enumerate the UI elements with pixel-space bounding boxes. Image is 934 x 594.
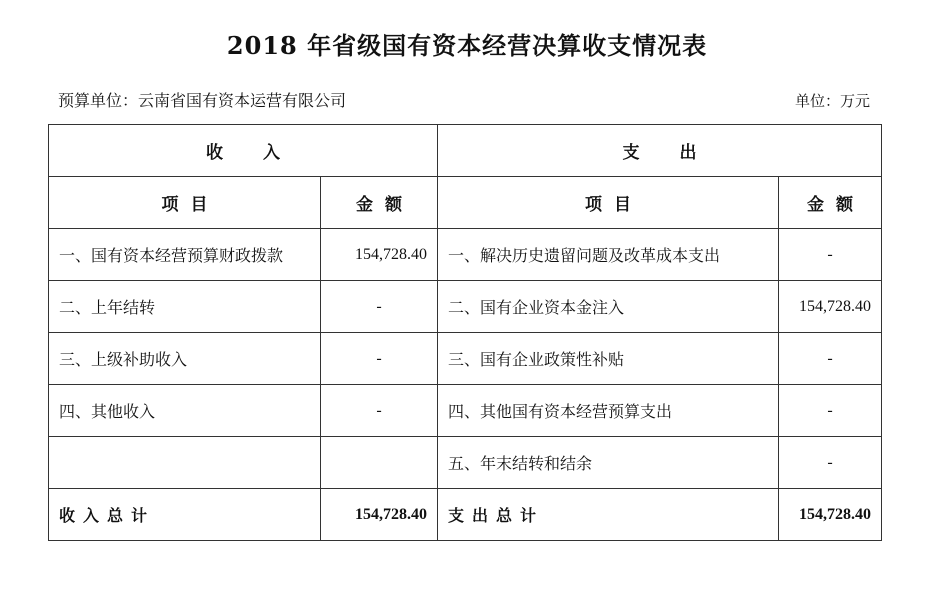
expense-amount: - [779,437,882,489]
table-row [49,281,882,333]
table-row [49,333,882,385]
budget-table [48,124,882,541]
income-amount: 154,728.40 [321,229,438,281]
column-header-row [49,177,882,229]
expense-item-header: 项目 [438,177,779,229]
total-row [49,489,882,541]
income-amount: - [321,333,438,385]
income-item: 三、上级补助收入 [49,333,321,385]
table-row [49,385,882,437]
expense-item: 三、国有企业政策性补贴 [438,333,779,385]
expense-section-header: 支出 [438,125,882,177]
income-amount: - [321,281,438,333]
page-title: 2018 年省级国有资本经营决算收支情况表 [226,31,708,60]
income-item: 四、其他收入 [49,385,321,437]
expense-item: 二、国有企业资本金注入 [438,281,779,333]
expense-item: 一、解决历史遗留问题及改革成本支出 [438,229,779,281]
income-item [49,437,321,489]
expense-item: 五、年末结转和结余 [438,437,779,489]
expense-total-amount: 154,728.40 [779,489,882,541]
table-row [49,437,882,489]
income-total-amount: 154,728.40 [321,489,438,541]
income-section-header: 收入 [49,125,438,177]
income-total-label: 收入总计 [49,489,321,541]
expense-amount: 154,728.40 [779,281,882,333]
income-amount: - [321,385,438,437]
expense-amount: - [779,229,882,281]
income-item: 二、上年结转 [49,281,321,333]
income-amount-header: 金额 [321,177,438,229]
expense-total-label: 支出总计 [438,489,779,541]
expense-amount-header: 金额 [779,177,882,229]
income-item-header: 项目 [49,177,321,229]
expense-amount: - [779,333,882,385]
expense-amount: - [779,385,882,437]
table-row [49,229,882,281]
income-item: 一、国有资本经营预算财政拨款 [49,229,321,281]
income-amount [321,437,438,489]
expense-item: 四、其他国有资本经营预算支出 [438,385,779,437]
currency-unit-label: 单位：万元 [794,92,870,110]
section-header-row [49,125,882,177]
budget-unit-label: 预算单位：云南省国有资本运营有限公司 [58,91,347,110]
